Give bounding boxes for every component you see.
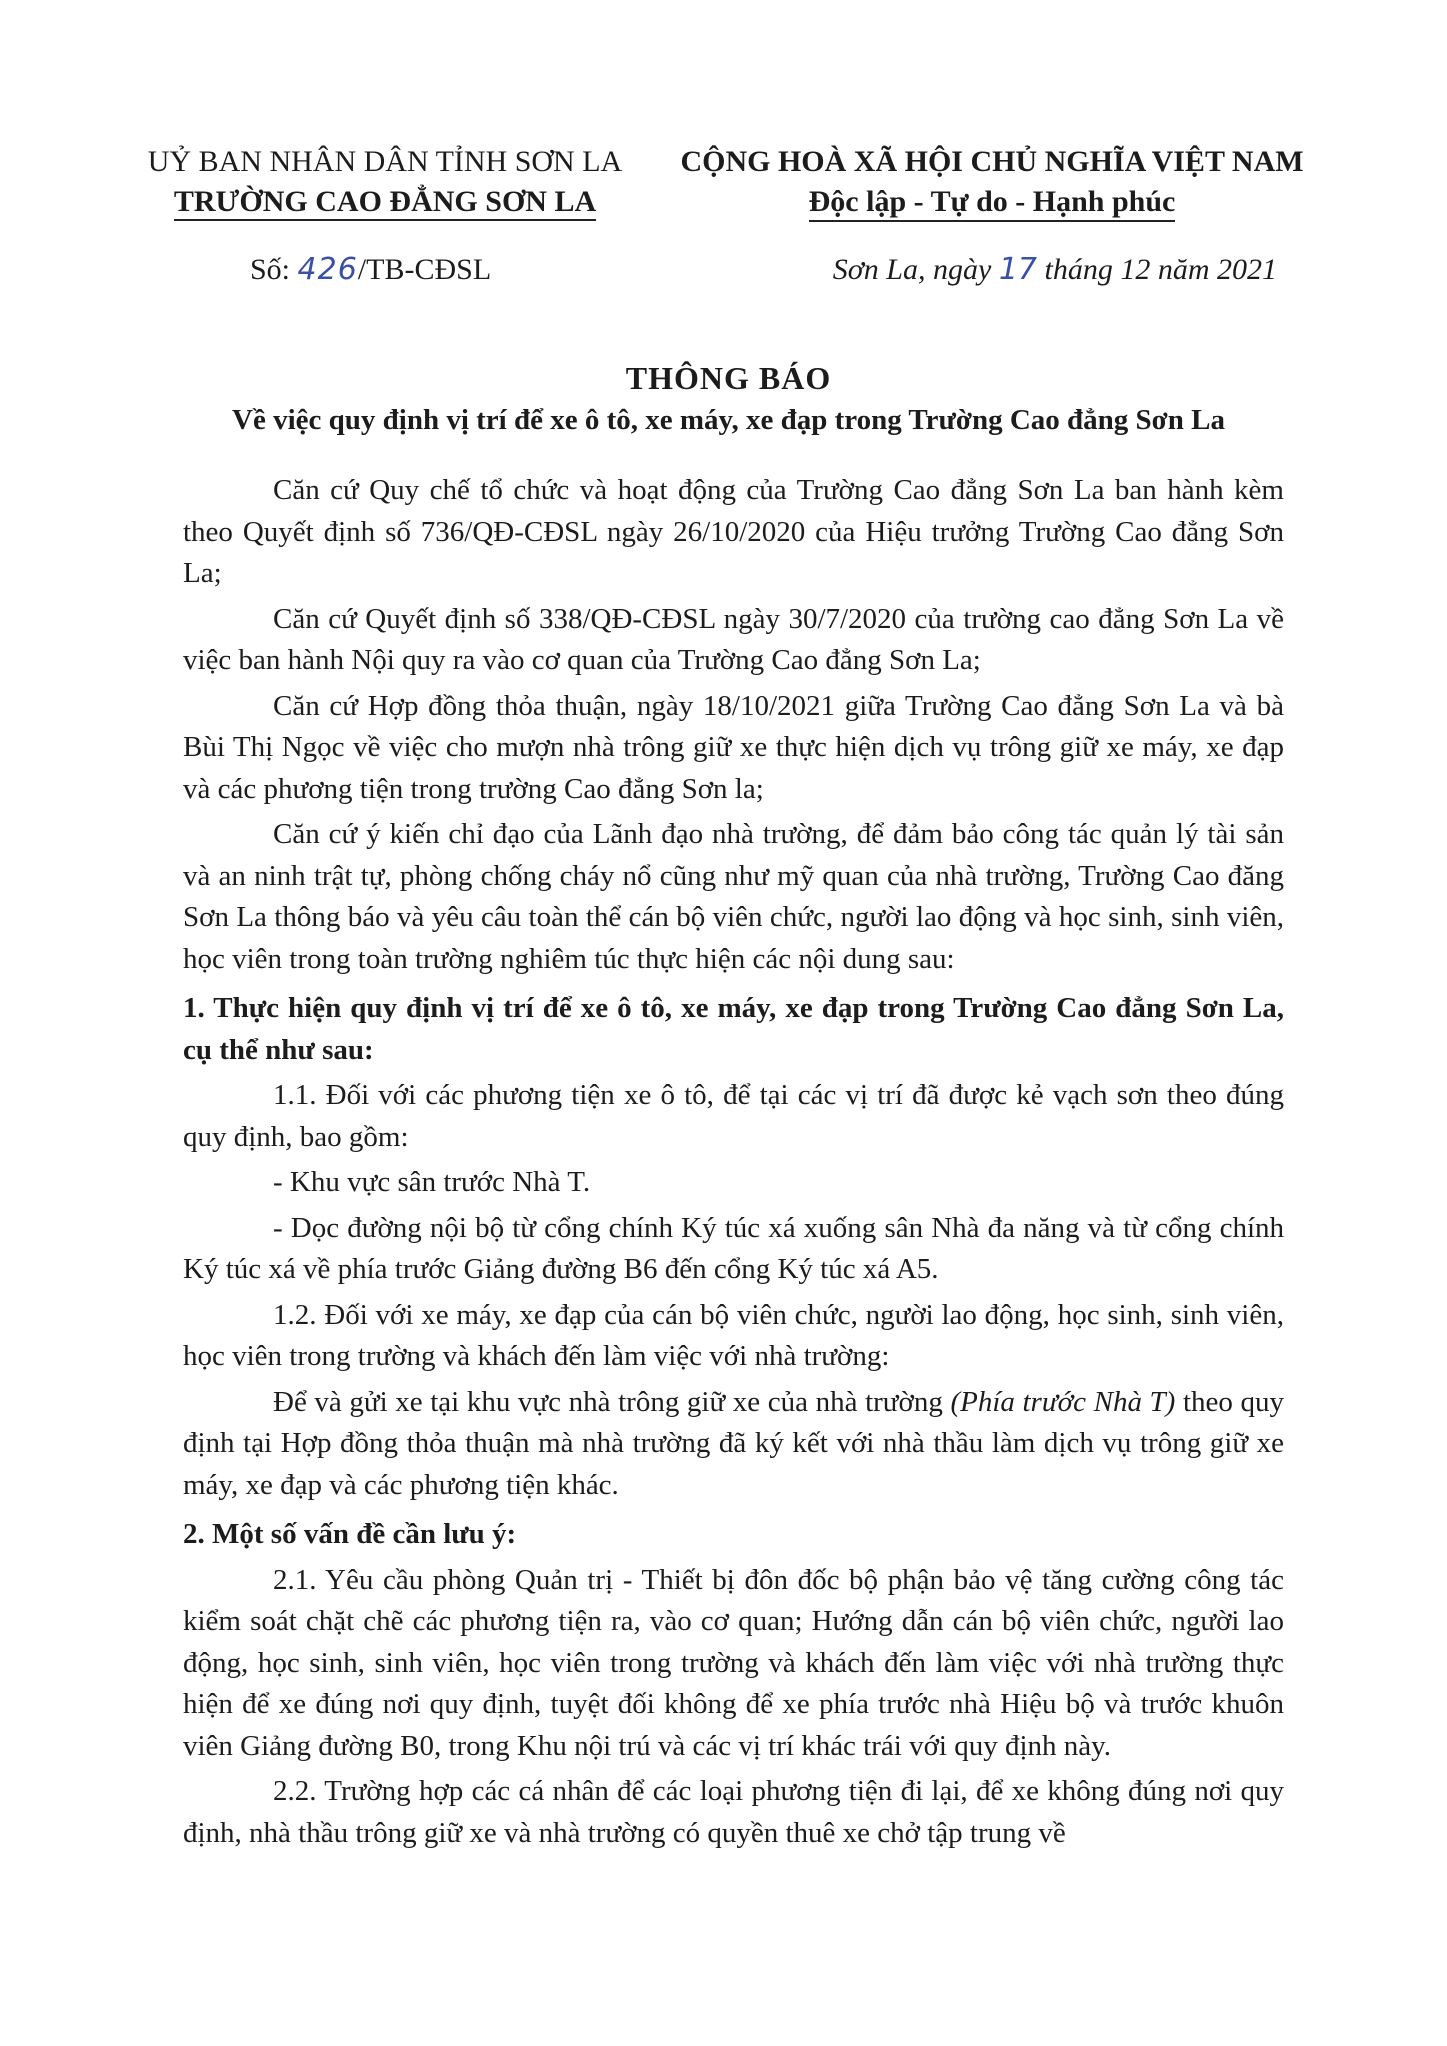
- bullet-item: - Khu vực sân trước Nhà T.: [273, 1166, 591, 1198]
- authority-line-2: TRƯỜNG CAO ĐẲNG SƠN LA: [174, 185, 596, 221]
- paragraph: 1.1. Đối với các phương tiện xe ô tô, để tại các vị trí đã được kẻ vạch sơn theo đúng quy định, bao gồm:: [183, 1079, 1284, 1153]
- title-subtitle: Về việc quy định vị trí để xe ô tô, xe máy, xe đạp trong Trường Cao đẳng Sơn La: [232, 404, 1225, 436]
- paragraph: 2.2. Trường hợp các cá nhân để các loại phương tiện đi lại, để xe không đúng nơi quy định, nhà thầu trông giữ xe và nhà trường có quyền thuê xe chở tập trung về: [183, 1775, 1284, 1849]
- paragraph: Căn cứ ý kiến chỉ đạo của Lãnh đạo nhà trường, để đảm bảo công tác quản lý tài sản và an ninh trật tự, phòng chống cháy nổ cũng như mỹ quan của nhà trường, Trường Cao đăng Sơn La thông báo và yêu câu toàn thể cán bộ viên chức, người lao động và học sinh, sinh viên, học viên trong toàn trường nghiêm túc thực hiện các nội dung sau:: [183, 818, 1284, 975]
- reference-line: [120, 252, 1337, 292]
- document-header: [120, 142, 1337, 222]
- issuing-authority: [130, 142, 640, 222]
- section-heading-1: 1. Thực hiện quy định vị trí để xe ô tô, xe máy, xe đạp trong Trường Cao đẳng Sơn La, cụ thể như sau:: [183, 992, 1284, 1066]
- number-suffix: /TB-CĐSL: [357, 253, 492, 286]
- handwritten-number: 426: [297, 252, 358, 287]
- national-motto: [647, 142, 1337, 222]
- number-label: Số:: [250, 253, 291, 286]
- paragraph: Căn cứ Hợp đồng thỏa thuận, ngày 18/10/2021 giữa Trường Cao đẳng Sơn La và bà Bùi Thị Ngọc về việc cho mượn nhà trông giữ xe thực hiện dịch vụ trông giữ xe máy, xe đạp và các phương tiện trong trường Cao đẳng Sơn la;: [183, 689, 1284, 805]
- document-number: [250, 252, 491, 287]
- paragraph: Căn cứ Quy chế tổ chức và hoạt động của Trường Cao đẳng Sơn La ban hành kèm theo Quyết định số 736/QĐ-CĐSL ngày 26/10/2020 của Hiệu trưởng Trường Cao đẳng Sơn La;: [183, 474, 1284, 589]
- text-span: Để và gửi xe tại khu vực nhà trông giữ xe của nhà trường: [273, 1385, 951, 1418]
- paragraph: Căn cứ Quyết định số 338/QĐ-CĐSL ngày 30/7/2020 của trường cao đẳng Sơn La về việc ban hành Nội quy ra vào cơ quan của Trường Cao đẳng Sơn La;: [183, 602, 1284, 676]
- paragraph: [183, 1382, 1284, 1507]
- authority-line-1: UỶ BAN NHÂN DÂN TỈNH SƠN LA: [147, 145, 623, 178]
- bullet-item: - Dọc đường nội bộ từ cổng chính Ký túc xá xuống sân Nhà đa năng và từ cổng chính Ký túc xá về phía trước Giảng đường B6 đến cổng Ký túc xá A5.: [183, 1211, 1284, 1285]
- document-title: [120, 356, 1337, 440]
- date-suffix: tháng 12 năm 2021: [1044, 253, 1277, 286]
- title-main: THÔNG BÁO: [625, 360, 832, 396]
- italic-span: (Phía trước Nhà T): [950, 1385, 1176, 1418]
- date-prefix: Sơn La, ngày: [832, 253, 992, 286]
- document-date: [833, 252, 1277, 287]
- section-heading-2: 2. Một số vấn đề cần lưu ý:: [183, 1518, 517, 1550]
- handwritten-day: 17: [998, 252, 1037, 287]
- country-name: CỘNG HOÀ XÃ HỘI CHỦ NGHĨA VIỆT NAM: [680, 145, 1304, 178]
- document-body: [183, 470, 1284, 1858]
- text-span: theo quy định tại Hợp đồng thỏa thuận mà nhà trường đã ký kết với nhà thầu làm dịch vụ trông giữ xe máy, xe đạp và các phương tiện khác.: [183, 1385, 1284, 1501]
- paragraph: 1.2. Đối với xe máy, xe đạp của cán bộ viên chức, người lao động, học sinh, sinh viên, học viên trong trường và khách đến làm việc với nhà trường:: [183, 1298, 1284, 1372]
- paragraph: 2.1. Yêu cầu phòng Quản trị - Thiết bị đôn đốc bộ phận bảo vệ tăng cường công tác kiểm soát chặt chẽ các phương tiện ra, vào cơ quan; Hướng dẫn cán bộ viên chức, người lao động, học sinh, sinh viên, học viên trong trường và khách đến làm việc với nhà trường thực hiện để xe đúng nơi quy định, tuyệt đối không để xe phía trước nhà Hiệu bộ và trước khuôn viên Giảng đường B0, trong Khu nội trú và các vị trí khác trái với quy định này.: [183, 1563, 1284, 1762]
- motto-line: Độc lập - Tự do - Hạnh phúc: [809, 184, 1176, 222]
